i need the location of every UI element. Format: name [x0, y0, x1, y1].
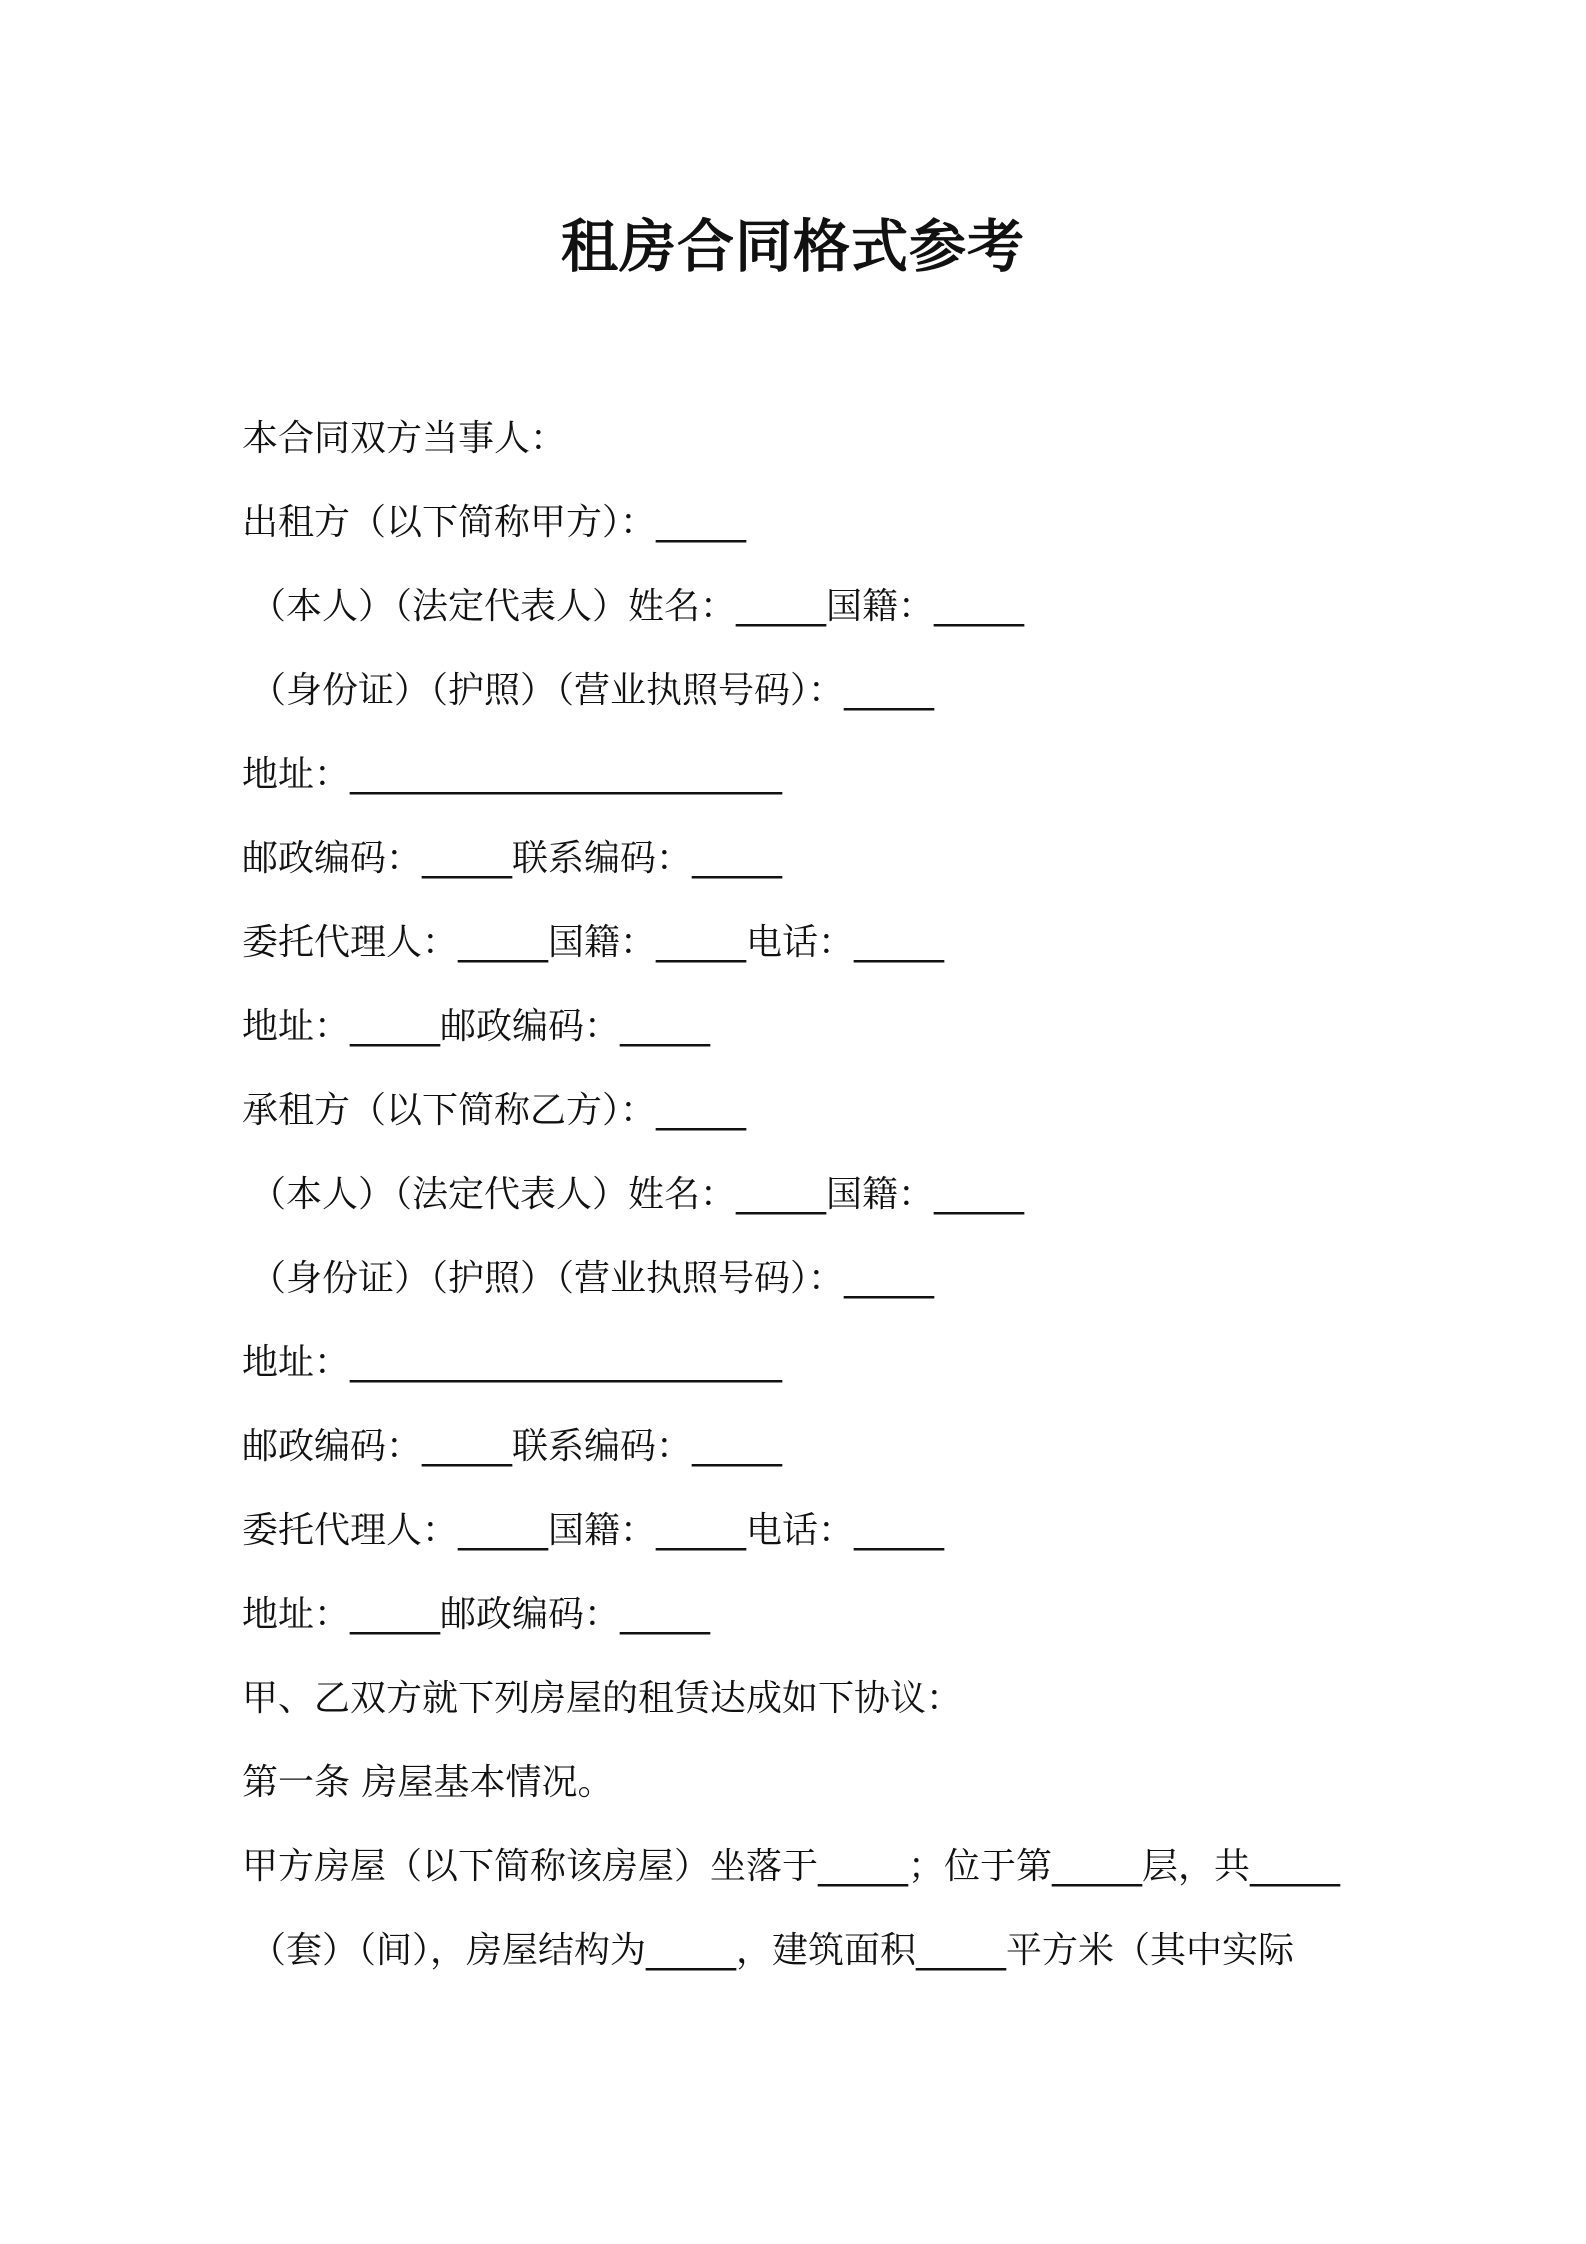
- lessee-name-nationality-line: （本人）（法定代表人）姓名：_____国籍：_____: [250, 1174, 1025, 1215]
- lessor-address-line: 地址：________________________: [242, 754, 783, 795]
- lessee-line: 承租方（以下简称乙方）：_____: [242, 1090, 747, 1131]
- lessor-agent-address-line: 地址：_____邮政编码：_____: [242, 1006, 711, 1047]
- article-one-heading: 第一条 房屋基本情况。: [242, 1762, 614, 1803]
- agreement-intro-line: 甲、乙双方就下列房屋的租赁达成如下协议：: [242, 1678, 963, 1719]
- lessee-agent-line: 委托代理人：_____国籍：_____电话：_____: [242, 1510, 945, 1551]
- document-title: 租房合同格式参考: [561, 214, 1025, 280]
- lessor-id-line: （身份证）（护照）（营业执照号码）：_____: [250, 670, 935, 711]
- parties-intro-line: 本合同双方当事人：: [242, 418, 567, 459]
- lessee-postcode-line: 邮政编码：_____联系编码：_____: [242, 1426, 783, 1467]
- lessor-agent-line: 委托代理人：_____国籍：_____电话：_____: [242, 922, 945, 963]
- lessor-name-nationality-line: （本人）（法定代表人）姓名：_____国籍：_____: [250, 586, 1025, 627]
- property-location-line: 甲方房屋（以下简称该房屋）坐落于_____；位于第_____层，共_____: [242, 1846, 1341, 1887]
- lessee-address-line: 地址：________________________: [242, 1342, 783, 1383]
- lessee-agent-address-line: 地址：_____邮政编码：_____: [242, 1594, 711, 1635]
- lessor-line: 出租方（以下简称甲方）：_____: [242, 502, 747, 543]
- lessor-postcode-line: 邮政编码：_____联系编码：_____: [242, 838, 783, 879]
- lessee-id-line: （身份证）（护照）（营业执照号码）：_____: [250, 1258, 935, 1299]
- document-body: [242, 409, 1372, 2005]
- property-structure-line: （套）（间），房屋结构为_____，建筑面积_____平方米（其中实际: [250, 1930, 1295, 1971]
